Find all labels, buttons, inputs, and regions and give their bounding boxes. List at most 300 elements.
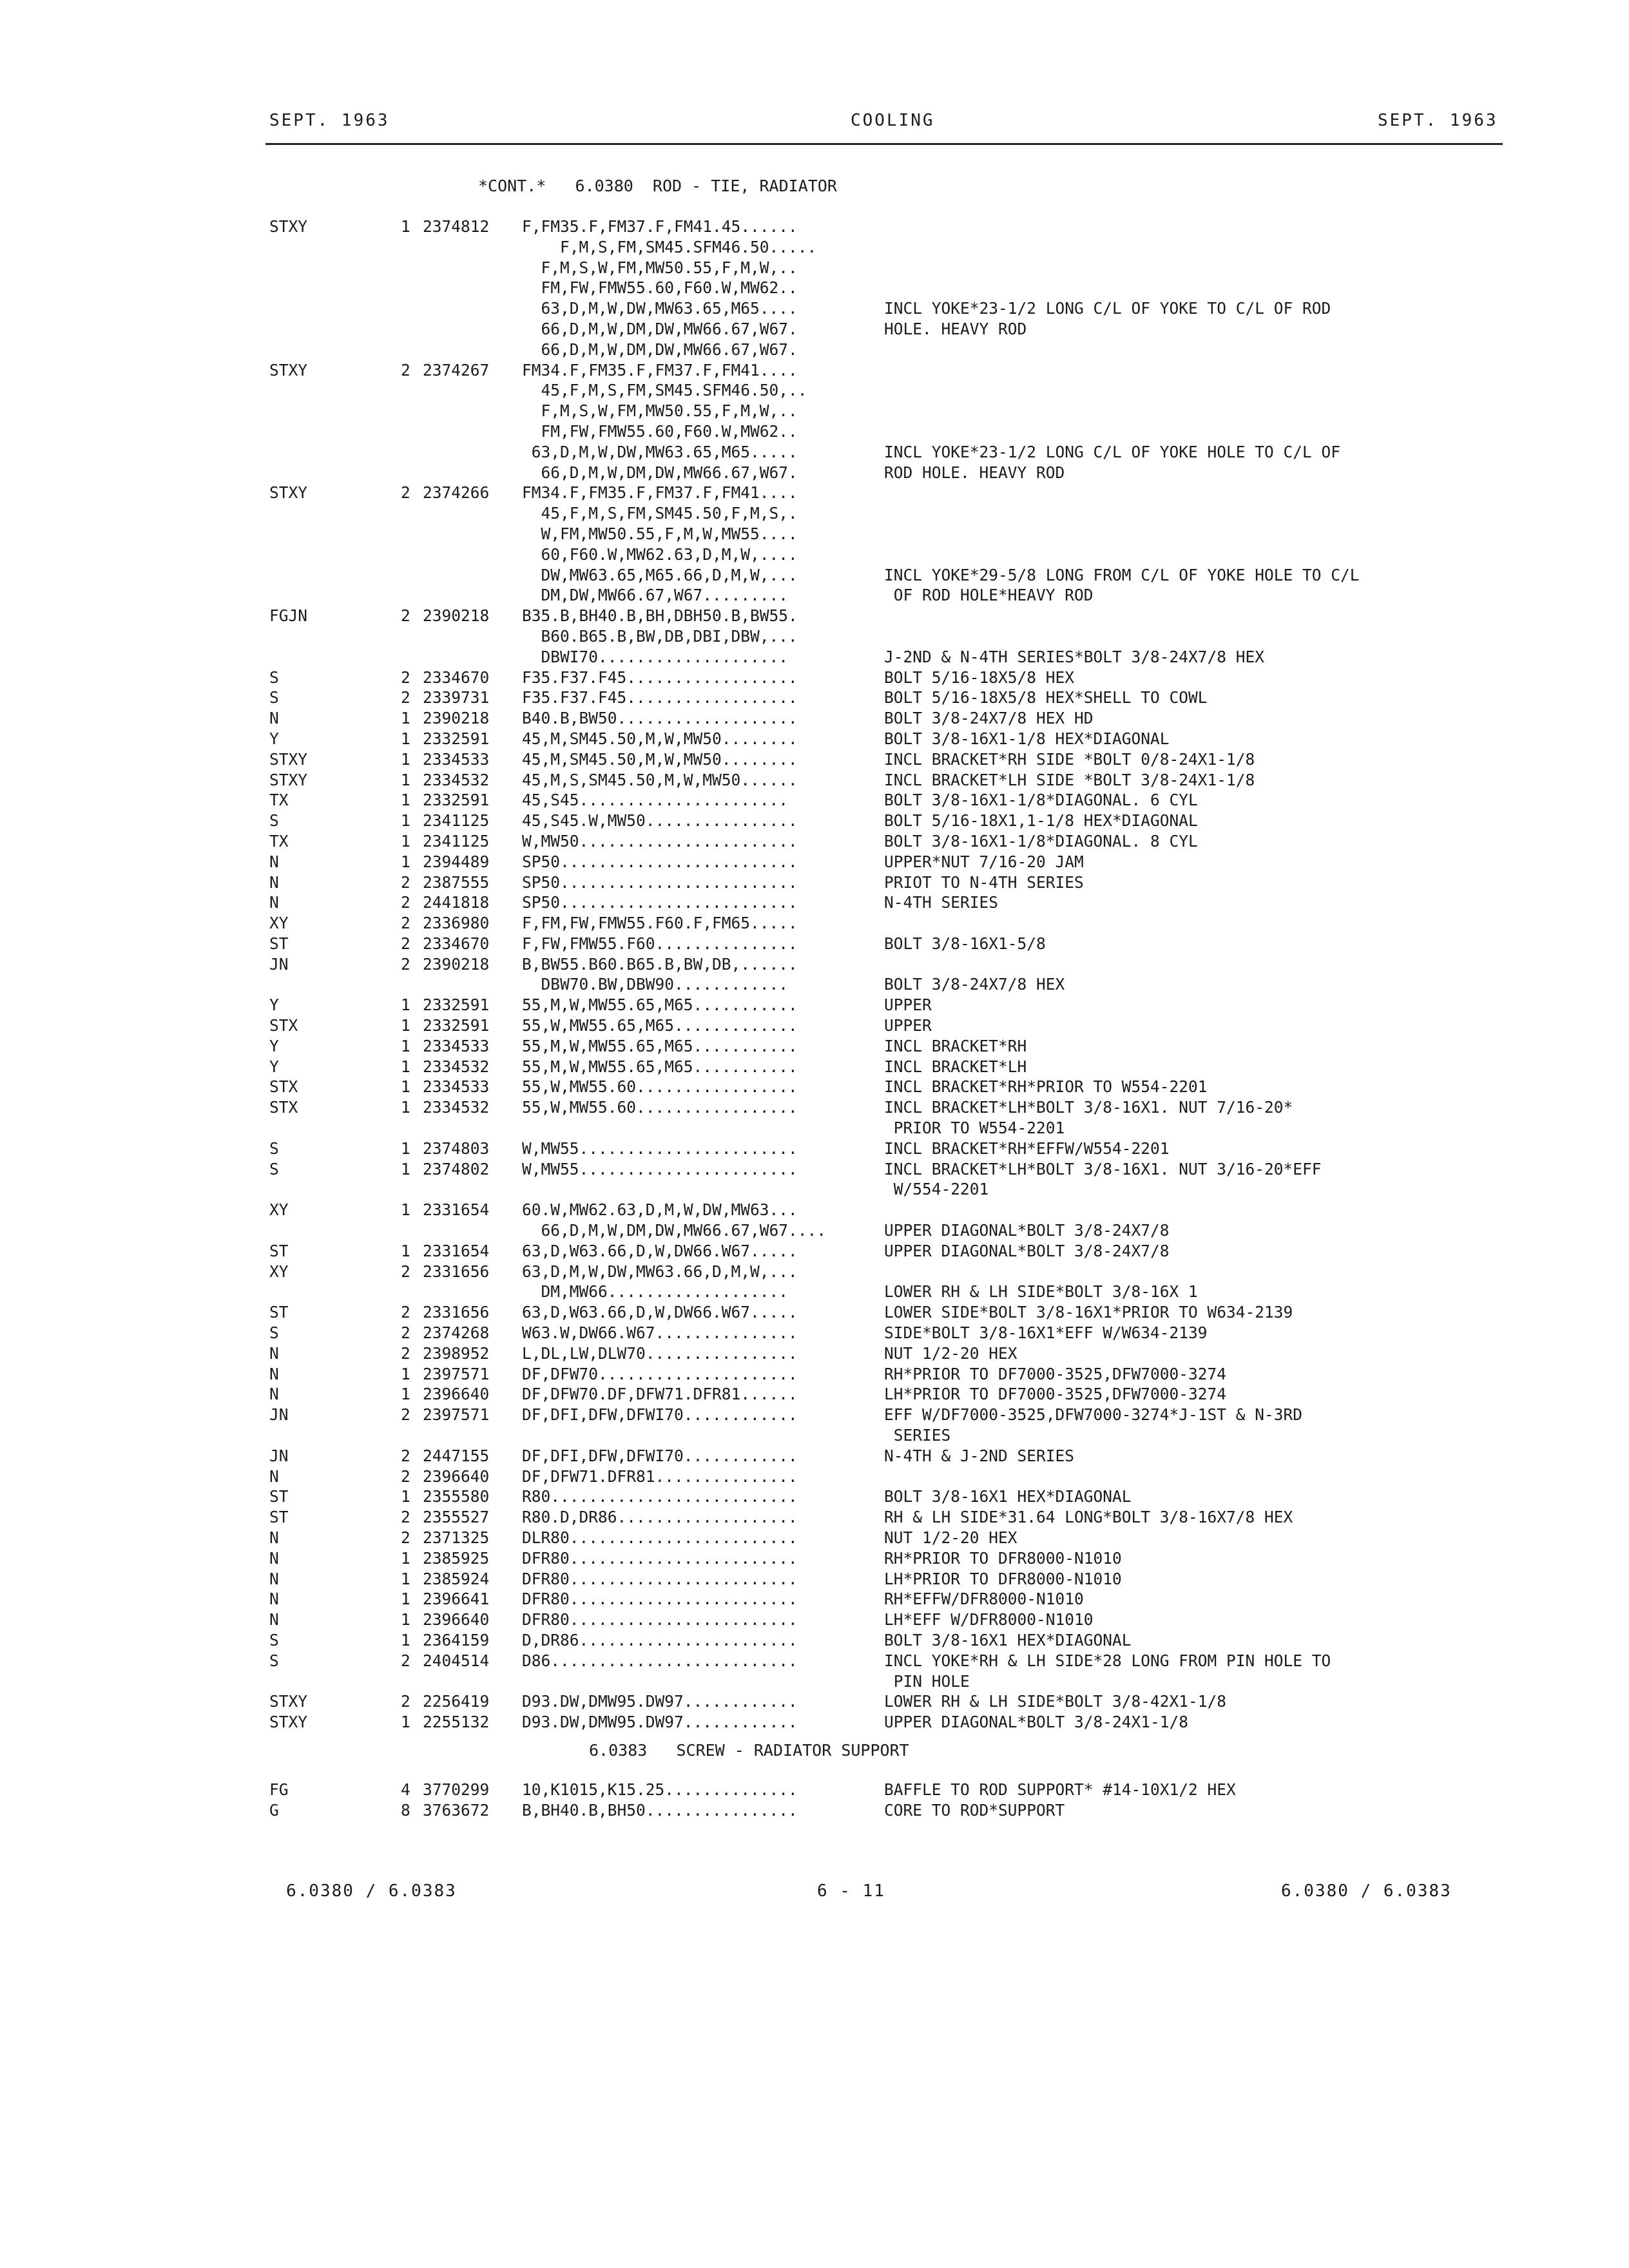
- model-code: FGJN: [269, 606, 308, 626]
- model-list: F,M,S,FM,SM45.SFM46.50.....: [522, 237, 817, 256]
- description: RH*PRIOR TO DF7000-3525,DFW7000-3274: [884, 1364, 1227, 1383]
- part-number: 2332591: [423, 995, 490, 1015]
- description: LOWER RH & LH SIDE*BOLT 3/8-42X1-1/8: [884, 1692, 1227, 1711]
- model-list: DBW70.BW,DBW90............: [522, 975, 789, 994]
- quantity: 2: [401, 688, 410, 707]
- model-list: 45,M,S,SM45.50,M,W,MW50......: [522, 770, 798, 789]
- model-code: TX: [269, 831, 289, 850]
- model-list: W,MW55.......................: [522, 1159, 798, 1178]
- model-code: N: [269, 1610, 279, 1629]
- part-number: 2355580: [423, 1487, 490, 1506]
- table-row: [0, 1569, 1629, 1590]
- part-number: 2364159: [423, 1630, 490, 1649]
- model-code: N: [269, 1528, 279, 1547]
- part-number: 2331656: [423, 1262, 490, 1281]
- model-list: D93.DW,DMW95.DW97............: [522, 1713, 798, 1732]
- description: CORE TO ROD*SUPPORT: [884, 1800, 1065, 1820]
- quantity: 2: [401, 1262, 410, 1281]
- part-number: 2331654: [423, 1241, 490, 1260]
- part-number: 2390218: [423, 709, 490, 728]
- table-row: [0, 258, 1629, 278]
- description: SIDE*BOLT 3/8-16X1*EFF W/W634-2139: [884, 1323, 1208, 1343]
- model-list: D,DR86.......................: [522, 1630, 798, 1649]
- quantity: 2: [401, 1528, 410, 1547]
- quantity: 2: [401, 1466, 410, 1486]
- table-row: [0, 934, 1629, 954]
- table-row: [0, 1446, 1629, 1466]
- model-code: STX: [269, 1016, 298, 1035]
- model-list: L,DL,LW,DLW70................: [522, 1343, 798, 1363]
- part-number: 2341125: [423, 811, 490, 831]
- table-row: [0, 831, 1629, 852]
- model-code: N: [269, 1569, 279, 1588]
- table-row: [0, 892, 1629, 913]
- table-row: [0, 708, 1629, 729]
- description: INCL BRACKET*RH: [884, 1036, 1027, 1055]
- description: BOLT 5/16-18X1,1-1/8 HEX*DIAGONAL: [884, 811, 1198, 831]
- part-number: 2374802: [423, 1159, 490, 1178]
- table-row: [0, 1548, 1629, 1569]
- model-code: FG: [269, 1780, 289, 1799]
- part-number: 2397571: [423, 1405, 490, 1425]
- description: INCL BRACKET*LH: [884, 1057, 1027, 1076]
- description: RH*EFFW/DFR8000-N1010: [884, 1590, 1084, 1609]
- header-date-right: SEPT. 1963: [1378, 111, 1498, 130]
- description: BOLT 3/8-16X1-1/8*DIAGONAL. 6 CYL: [884, 791, 1198, 810]
- model-list: DF,DFI,DFW,DFWI70............: [522, 1446, 798, 1465]
- table-row: [0, 421, 1629, 442]
- quantity: 2: [401, 668, 410, 687]
- model-code: STXY: [269, 749, 308, 769]
- part-number: 2387555: [423, 872, 490, 892]
- table-row: [0, 668, 1629, 688]
- quantity: 2: [401, 934, 410, 953]
- part-number: 2334670: [423, 934, 490, 953]
- model-list: 10,K1015,K15.25..............: [522, 1780, 798, 1799]
- parts-table-screw-support: [0, 1780, 1629, 1821]
- model-list: DM,MW66...................: [522, 1282, 789, 1302]
- model-code: XY: [269, 1262, 289, 1281]
- quantity: 1: [401, 1364, 410, 1383]
- model-list: 66,D,M,W,DM,DW,MW66.67,W67.: [522, 319, 798, 338]
- description: INCL YOKE*23-1/2 LONG C/L OF YOKE TO C/L OF ROD: [884, 299, 1331, 318]
- quantity: 1: [401, 749, 410, 769]
- quantity: 1: [401, 770, 410, 789]
- table-row: [0, 237, 1629, 258]
- quantity: 2: [401, 606, 410, 626]
- model-list: B,BW55.B60.B65.B,BW,DB,......: [522, 954, 798, 974]
- model-list: F,FW,FMW55.F60...............: [522, 934, 798, 953]
- quantity: 2: [401, 954, 410, 974]
- part-number: 2334532: [423, 1057, 490, 1076]
- table-row: [0, 811, 1629, 831]
- table-row: [0, 1364, 1629, 1385]
- table-row: [0, 1077, 1629, 1097]
- model-list: DF,DFW70.....................: [522, 1364, 798, 1383]
- table-row: [0, 1036, 1629, 1057]
- part-number: 2334533: [423, 1036, 490, 1055]
- description: INCL BRACKET*RH*EFFW/W554-2201: [884, 1139, 1170, 1158]
- table-row: [0, 1528, 1629, 1548]
- model-list: 66,D,M,W,DM,DW,MW66.67,W67....: [522, 1221, 827, 1240]
- table-row: [0, 1712, 1629, 1733]
- quantity: 2: [401, 914, 410, 933]
- part-number: 2355527: [423, 1508, 490, 1527]
- part-number: 2397571: [423, 1364, 490, 1383]
- model-code: STXY: [269, 483, 308, 503]
- quantity: 2: [401, 360, 410, 380]
- description: LH*EFF W/DFR8000-N1010: [884, 1610, 1094, 1629]
- table-row: [0, 995, 1629, 1015]
- model-list: DF,DFW71.DFR81...............: [522, 1466, 798, 1486]
- model-list: DFR80........................: [522, 1610, 798, 1629]
- model-list: W,MW50.......................: [522, 831, 798, 850]
- model-list: 45,S45......................: [522, 791, 789, 810]
- table-row: [0, 626, 1629, 647]
- model-code: N: [269, 893, 279, 912]
- table-row: [0, 913, 1629, 934]
- header-divider: [265, 143, 1503, 145]
- model-list: D86..........................: [522, 1651, 798, 1670]
- quantity: 1: [401, 1241, 410, 1260]
- quantity: 2: [401, 1323, 410, 1343]
- quantity: 1: [401, 1159, 410, 1178]
- model-code: Y: [269, 729, 279, 748]
- table-row: [0, 872, 1629, 893]
- table-row: [0, 1200, 1629, 1220]
- model-code: XY: [269, 1200, 289, 1220]
- description: BOLT 5/16-18X5/8 HEX: [884, 668, 1075, 687]
- description: INCL BRACKET*LH SIDE *BOLT 3/8-24X1-1/8: [884, 770, 1255, 789]
- model-code: S: [269, 1159, 279, 1178]
- description: PRIOT TO N-4TH SERIES: [884, 872, 1084, 892]
- table-row: [0, 1323, 1629, 1343]
- model-list: 55,W,MW55.60.................: [522, 1098, 798, 1117]
- model-code: ST: [269, 934, 289, 953]
- quantity: 2: [401, 893, 410, 912]
- part-number: 2404514: [423, 1651, 490, 1670]
- footer-ref-left: 6.0380 / 6.0383: [286, 1881, 457, 1901]
- table-row: [0, 340, 1629, 360]
- part-number: 2374268: [423, 1323, 490, 1343]
- footer-ref-right: 6.0380 / 6.0383: [1281, 1881, 1452, 1901]
- part-number: 2374266: [423, 483, 490, 503]
- table-row: [0, 1384, 1629, 1405]
- model-code: S: [269, 1630, 279, 1649]
- quantity: 1: [401, 1200, 410, 1220]
- part-number: 2374812: [423, 217, 490, 236]
- model-list: 63,D,M,W,DW,MW63.66,D,M,W,...: [522, 1262, 798, 1281]
- model-code: N: [269, 852, 279, 871]
- description: INCL BRACKET*LH*BOLT 3/8-16X1. NUT 3/16-20*EFF: [884, 1159, 1322, 1178]
- model-code: N: [269, 1548, 279, 1568]
- description: UPPER: [884, 1016, 932, 1035]
- table-row: [0, 1159, 1629, 1180]
- model-code: S: [269, 688, 279, 707]
- table-row: [0, 1118, 1629, 1139]
- model-list: SP50.........................: [522, 893, 798, 912]
- quantity: 1: [401, 217, 410, 236]
- part-number: 2334533: [423, 749, 490, 769]
- table-row: [0, 729, 1629, 749]
- model-code: TX: [269, 791, 289, 810]
- description: PRIOR TO W554-2201: [884, 1119, 1065, 1138]
- model-list: W,MW55.......................: [522, 1139, 798, 1158]
- model-list: 63,D,M,W,DW,MW63.65,M65....: [522, 299, 798, 318]
- section-heading-rod-tie: *CONT.* 6.0380 ROD - TIE, RADIATOR: [478, 177, 837, 195]
- part-number: 2339731: [423, 688, 490, 707]
- part-number: 2385925: [423, 1548, 490, 1568]
- table-row: [0, 565, 1629, 586]
- table-row: [0, 298, 1629, 319]
- description: INCL BRACKET*LH*BOLT 3/8-16X1. NUT 7/16-20*: [884, 1098, 1293, 1117]
- part-number: 2334532: [423, 1098, 490, 1117]
- model-list: DBWI70....................: [522, 647, 789, 666]
- part-number: 2396640: [423, 1610, 490, 1629]
- quantity: 1: [401, 1139, 410, 1158]
- model-list: 55,M,W,MW55.65,M65...........: [522, 995, 798, 1015]
- model-list: FM,FW,FMW55.60,F60.W,MW62..: [522, 278, 798, 298]
- table-row: [0, 360, 1629, 381]
- description: NUT 1/2-20 HEX: [884, 1343, 1017, 1363]
- table-row: [0, 1220, 1629, 1241]
- model-code: S: [269, 1323, 279, 1343]
- description: LOWER RH & LH SIDE*BOLT 3/8-16X 1: [884, 1282, 1198, 1302]
- model-list: DFR80........................: [522, 1569, 798, 1588]
- part-number: 2441818: [423, 893, 490, 912]
- description: BOLT 3/8-16X1 HEX*DIAGONAL: [884, 1630, 1132, 1649]
- quantity: 2: [401, 872, 410, 892]
- description: BOLT 3/8-24X7/8 HEX HD: [884, 709, 1094, 728]
- part-number: 2255132: [423, 1713, 490, 1732]
- part-number: 2396641: [423, 1590, 490, 1609]
- model-code: JN: [269, 1405, 289, 1425]
- part-number: 2331656: [423, 1303, 490, 1322]
- model-list: 45,M,SM45.50,M,W,MW50........: [522, 729, 798, 748]
- quantity: 1: [401, 1098, 410, 1117]
- table-row: [0, 216, 1629, 237]
- parts-table-rod-tie: [0, 216, 1629, 1733]
- quantity: 1: [401, 729, 410, 748]
- part-number: 2385924: [423, 1569, 490, 1588]
- description: INCL YOKE*29-5/8 LONG FROM C/L OF YOKE HOLE TO C/L: [884, 565, 1360, 584]
- part-number: 2374267: [423, 360, 490, 380]
- table-row: [0, 1302, 1629, 1323]
- quantity: 1: [401, 1385, 410, 1404]
- header-section-title: COOLING: [851, 111, 935, 130]
- quantity: 1: [401, 995, 410, 1015]
- table-row: [0, 524, 1629, 544]
- quantity: 1: [401, 1548, 410, 1568]
- quantity: 8: [401, 1800, 410, 1820]
- header-date-left: SEPT. 1963: [269, 111, 390, 130]
- table-row: [0, 278, 1629, 298]
- model-list: DF,DFW70.DF,DFW71.DFR81......: [522, 1385, 798, 1404]
- part-number: 3763672: [423, 1800, 490, 1820]
- table-row: [0, 1691, 1629, 1712]
- model-list: F,FM35.F,FM37.F,FM41.45......: [522, 217, 798, 236]
- description: EFF W/DF7000-3525,DFW7000-3274*J-1ST & N-3RD: [884, 1405, 1303, 1425]
- description: LOWER SIDE*BOLT 3/8-16X1*PRIOR TO W634-2139: [884, 1303, 1293, 1322]
- model-list: DFR80........................: [522, 1590, 798, 1609]
- table-row: [0, 1486, 1629, 1507]
- table-row: [0, 319, 1629, 340]
- part-number: 2371325: [423, 1528, 490, 1547]
- table-row: [0, 770, 1629, 791]
- table-row: [0, 1405, 1629, 1425]
- table-row: [0, 1241, 1629, 1262]
- model-list: F35.F37.F45..................: [522, 688, 798, 707]
- part-number: 2332591: [423, 1016, 490, 1035]
- part-number: 2332591: [423, 729, 490, 748]
- quantity: 1: [401, 1016, 410, 1035]
- model-list: D93.DW,DMW95.DW97............: [522, 1692, 798, 1711]
- description: UPPER DIAGONAL*BOLT 3/8-24X7/8: [884, 1241, 1170, 1260]
- part-number: 2390218: [423, 606, 490, 626]
- model-list: 60,F60.W,MW62.63,D,M,W,....: [522, 544, 798, 564]
- quantity: 2: [401, 1508, 410, 1527]
- table-row: [0, 790, 1629, 811]
- description: BOLT 3/8-16X1-1/8*DIAGONAL. 8 CYL: [884, 831, 1198, 850]
- model-list: DF,DFI,DFW,DFWI70............: [522, 1405, 798, 1425]
- description: N-4TH & J-2ND SERIES: [884, 1446, 1075, 1465]
- model-code: N: [269, 1343, 279, 1363]
- model-list: FM,FW,FMW55.60,F60.W,MW62..: [522, 421, 798, 441]
- model-code: STXY: [269, 217, 308, 236]
- table-row: [0, 463, 1629, 483]
- quantity: 2: [401, 1692, 410, 1711]
- table-row: [0, 483, 1629, 503]
- description: NUT 1/2-20 HEX: [884, 1528, 1017, 1547]
- quantity: 2: [401, 1343, 410, 1363]
- model-code: N: [269, 1590, 279, 1609]
- table-row: [0, 1015, 1629, 1036]
- model-list: 60.W,MW62.63,D,M,W,DW,MW63...: [522, 1200, 798, 1220]
- model-code: S: [269, 811, 279, 831]
- model-list: F,FM,FW,FMW55.F60.F,FM65.....: [522, 914, 798, 933]
- part-number: 2331654: [423, 1200, 490, 1220]
- model-code: JN: [269, 1446, 289, 1465]
- model-code: ST: [269, 1508, 289, 1527]
- part-number: 2332591: [423, 791, 490, 810]
- section-heading-screw-support: 6.0383 SCREW - RADIATOR SUPPORT: [589, 1741, 909, 1760]
- quantity: 2: [401, 1651, 410, 1670]
- quantity: 1: [401, 811, 410, 831]
- model-code: N: [269, 1466, 279, 1486]
- table-row: [0, 1671, 1629, 1692]
- table-row: [0, 1262, 1629, 1282]
- table-row: [0, 1610, 1629, 1630]
- model-list: 45,F,M,S,FM,SM45.50,F,M,S,.: [522, 504, 798, 523]
- description: BOLT 3/8-24X7/8 HEX: [884, 975, 1065, 994]
- quantity: 1: [401, 831, 410, 850]
- table-row: [0, 585, 1629, 606]
- model-list: 66,D,M,W,DM,DW,MW66.67,W67.: [522, 463, 798, 482]
- model-list: DM,DW,MW66.67,W67.........: [522, 586, 789, 605]
- model-code: JN: [269, 954, 289, 974]
- table-row: [0, 1780, 1629, 1800]
- description: UPPER: [884, 995, 932, 1015]
- table-row: [0, 1425, 1629, 1446]
- model-list: B,BH40.B,BH50................: [522, 1800, 798, 1820]
- model-code: S: [269, 668, 279, 687]
- quantity: 4: [401, 1780, 410, 1799]
- table-row: [0, 1097, 1629, 1118]
- model-list: F,M,S,W,FM,MW50.55,F,M,W,..: [522, 401, 798, 421]
- model-list: R80..........................: [522, 1487, 798, 1506]
- model-list: F,M,S,W,FM,MW50.55,F,M,W,..: [522, 258, 798, 277]
- model-list: W63.W,DW66.W67...............: [522, 1323, 798, 1343]
- model-list: 45,F,M,S,FM,SM45.SFM46.50,..: [522, 381, 807, 400]
- part-number: 2447155: [423, 1446, 490, 1465]
- description: BAFFLE TO ROD SUPPORT* #14-10X1/2 HEX: [884, 1780, 1236, 1799]
- model-list: 45,M,SM45.50,M,W,MW50........: [522, 749, 798, 769]
- description: BOLT 5/16-18X5/8 HEX*SHELL TO COWL: [884, 688, 1208, 707]
- quantity: 1: [401, 1057, 410, 1076]
- description: LH*PRIOR TO DF7000-3525,DFW7000-3274: [884, 1385, 1227, 1404]
- model-list: FM34.F,FM35.F,FM37.F,FM41....: [522, 360, 798, 380]
- model-code: Y: [269, 1057, 279, 1076]
- model-code: S: [269, 1651, 279, 1670]
- model-list: 55,W,MW55.60.................: [522, 1077, 798, 1097]
- table-row: [0, 1179, 1629, 1200]
- quantity: 1: [401, 1590, 410, 1609]
- model-list: F35.F37.F45..................: [522, 668, 798, 687]
- model-code: STX: [269, 1077, 298, 1097]
- description: RH*PRIOR TO DFR8000-N1010: [884, 1548, 1122, 1568]
- description: W/554-2201: [884, 1180, 989, 1199]
- model-list: SP50.........................: [522, 872, 798, 892]
- model-code: STXY: [269, 770, 308, 789]
- model-list: DLR80........................: [522, 1528, 798, 1547]
- table-row: [0, 1800, 1629, 1821]
- table-row: [0, 380, 1629, 401]
- part-number: 2334670: [423, 668, 490, 687]
- description: N-4TH SERIES: [884, 893, 999, 912]
- table-row: [0, 954, 1629, 975]
- description: INCL YOKE*RH & LH SIDE*28 LONG FROM PIN HOLE TO: [884, 1651, 1331, 1670]
- quantity: 1: [401, 791, 410, 810]
- model-list: DW,MW63.65,M65.66,D,M,W,...: [522, 565, 798, 584]
- model-code: G: [269, 1800, 279, 1820]
- table-row: [0, 1057, 1629, 1077]
- part-number: 2341125: [423, 831, 490, 850]
- model-code: STX: [269, 1098, 298, 1117]
- table-row: [0, 687, 1629, 708]
- model-list: DFR80........................: [522, 1548, 798, 1568]
- model-code: N: [269, 872, 279, 892]
- description: INCL BRACKET*RH*PRIOR TO W554-2201: [884, 1077, 1208, 1097]
- quantity: 2: [401, 483, 410, 503]
- quantity: 1: [401, 709, 410, 728]
- part-number: 2334532: [423, 770, 490, 789]
- part-number: 2374803: [423, 1139, 490, 1158]
- description: INCL BRACKET*RH SIDE *BOLT 0/8-24X1-1/8: [884, 749, 1255, 769]
- model-list: B35.B,BH40.B,BH,DBH50.B,BW55.: [522, 606, 798, 626]
- table-row: [0, 1630, 1629, 1651]
- table-row: [0, 503, 1629, 524]
- description: OF ROD HOLE*HEAVY ROD: [884, 586, 1094, 605]
- quantity: 1: [401, 1487, 410, 1506]
- quantity: 1: [401, 1036, 410, 1055]
- model-code: STXY: [269, 1692, 308, 1711]
- model-list: W,FM,MW50.55,F,M,W,MW55....: [522, 524, 798, 543]
- model-list: B60.B65.B,BW,DB,DBI,DBW,...: [522, 626, 798, 646]
- table-row: [0, 1282, 1629, 1302]
- quantity: 1: [401, 852, 410, 871]
- model-list: FM34.F,FM35.F,FM37.F,FM41....: [522, 483, 798, 503]
- description: UPPER DIAGONAL*BOLT 3/8-24X7/8: [884, 1221, 1170, 1240]
